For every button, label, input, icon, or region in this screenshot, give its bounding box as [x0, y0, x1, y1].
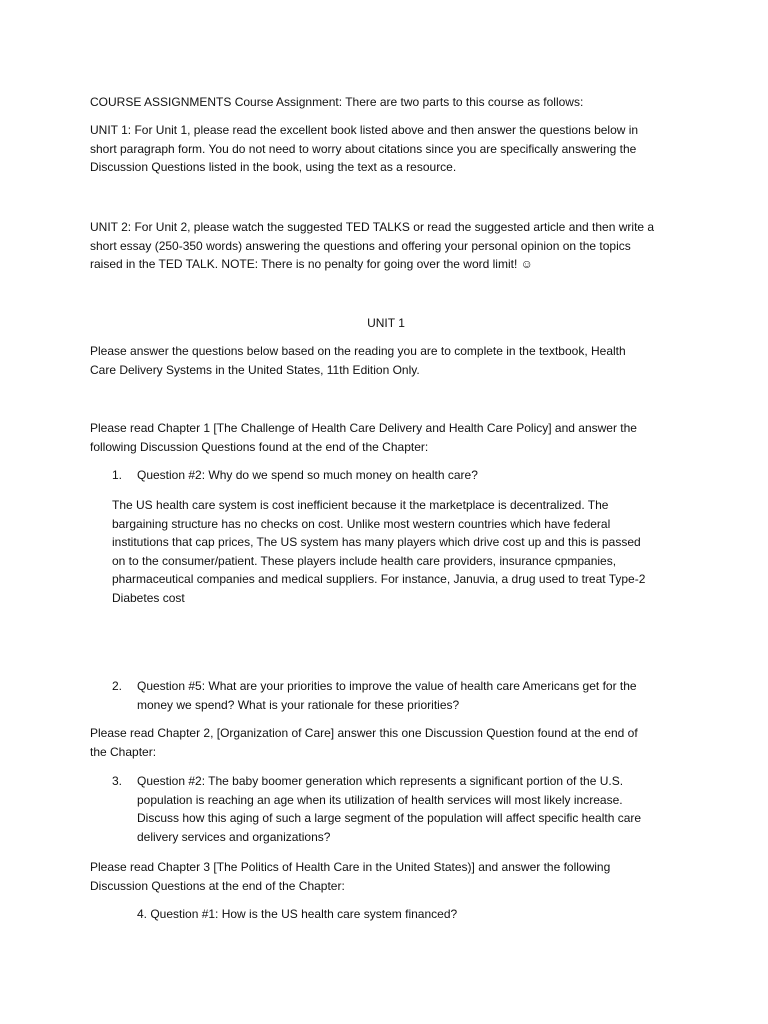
answer-1: [112, 496, 682, 608]
answer-1-line-4: on to the consumer/patient. These players include health care providers, insurance cpmpanies,: [112, 553, 617, 568]
unit1-line-1: UNIT 1: For Unit 1, please read the excellent book listed above and then answer the questions below in: [90, 123, 639, 137]
chapter1-line-1: Please read Chapter 1 [The Challenge of Health Care Delivery and Health Care Policy] and answer the: [90, 421, 637, 435]
question-3-text: Question #2: The baby boomer generation which represents a significant portion of the U.S. population is reaching an age when its utilization of health services will most likely increase. Discuss how this aging of such a large segment of the population will affect specific health care delivery services and organizations?: [137, 774, 642, 844]
unit1-line-2: short paragraph form. You do not need to worry about citations since you are specifically answering the: [90, 141, 637, 156]
instructions-line-1: Please answer the questions below based on the reading you are to complete in the textbook, Health: [90, 344, 626, 358]
answer-1-line-5: pharmaceutical companies and medical suppliers. For instance, Januvia, a drug used to treat Type-2: [112, 572, 646, 587]
answer-1-line-6: Diabetes cost: [112, 590, 185, 605]
question-4: 4. Question #1: How is the US health care system financed?: [137, 907, 458, 921]
chapter3-line-2: Discussion Questions at the end of the Chapter:: [90, 878, 345, 893]
chapter1-line-2: following Discussion Questions found at the end of the Chapter:: [90, 439, 429, 454]
unit2-line-1: UNIT 2: For Unit 2, please watch the suggested TED TALKS or read the suggested article and then write a: [90, 220, 655, 234]
unit2-paragraph: [90, 218, 682, 274]
answer-1-line-1: The US health care system is cost inefficient because it the marketplace is decentralized. The: [112, 498, 609, 512]
unit2-line-2: short essay (250-350 words) answering the questions and offering your personal opinion on the topics: [90, 238, 631, 253]
unit2-line-3: raised in the TED TALK. NOTE: There is no penalty for going over the word limit! ☺: [90, 257, 533, 272]
answer-1-line-3: institutions that cap prices, The US system has many players which drive cost up and this is passed: [112, 535, 641, 550]
unit1-line-3: Discussion Questions listed in the book, using the text as a resource.: [90, 160, 457, 175]
unit1-heading: UNIT 1: [367, 316, 405, 330]
instructions-paragraph: [90, 342, 682, 379]
course-assignments-header: COURSE ASSIGNMENTS Course Assignment: There are two parts to this course as follows:: [90, 95, 584, 109]
question-2-text: Question #5: What are your priorities to improve the value of health care Americans get for the money we spend? What is your rationale for these priorities?: [137, 679, 637, 712]
question-1-number: 1.: [112, 468, 123, 482]
chapter3-paragraph: [90, 858, 682, 895]
instructions-line-2: Care Delivery Systems in the United States, 11th Edition Only.: [90, 362, 420, 377]
question-2-number: 2.: [112, 679, 123, 693]
chapter2-line-1: Please read Chapter 2, [Organization of Care] answer this one Discussion Question found at the end of: [90, 726, 638, 740]
unit1-paragraph: [90, 121, 682, 177]
chapter2-line-2: the Chapter:: [90, 744, 157, 759]
question-3-number: 3.: [112, 774, 123, 788]
chapter1-paragraph: [90, 419, 682, 456]
answer-1-line-2: bargaining structure has no checks on cost. Unlike most western countries which have federal: [112, 516, 611, 531]
chapter2-paragraph: [90, 724, 682, 761]
chapter3-line-1: Please read Chapter 3 [The Politics of Health Care in the United States)] and answer the following: [90, 860, 611, 874]
question-1-text: Question #2: Why do we spend so much money on health care?: [137, 468, 478, 482]
